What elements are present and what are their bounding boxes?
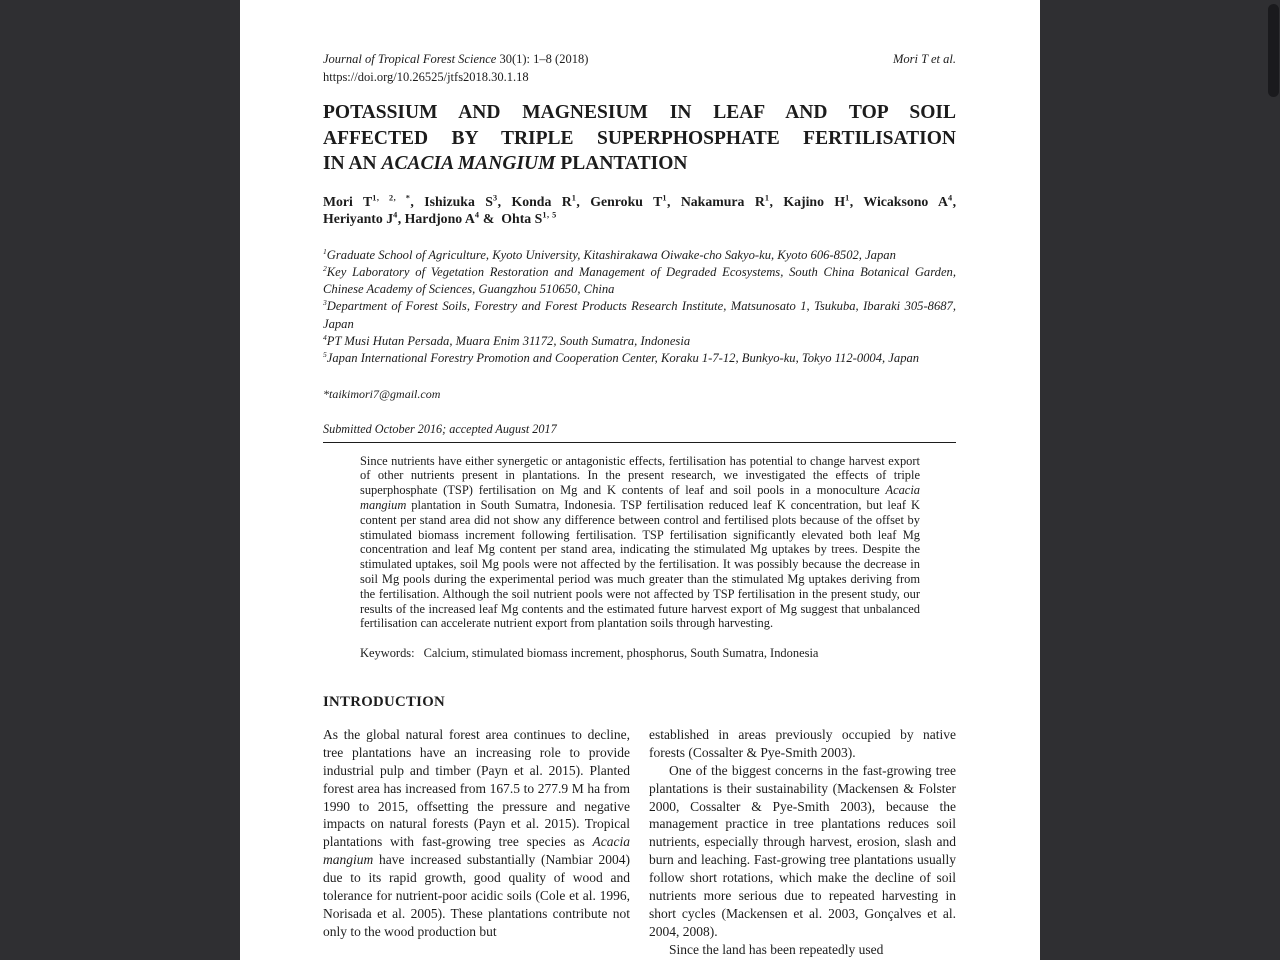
intro-paragraph-3-clipped: Since the land has been repeatedly used xyxy=(669,941,884,957)
affiliation-3-marker: 3 xyxy=(323,298,327,308)
authors-line-2: Heriyanto $J^4$, Hardjono $A^4$ & Ohta S$^{1, 5}$ xyxy=(323,210,557,226)
doi-text: https://doi.org/10.26525/jtfs2018.30.1.18 xyxy=(323,70,529,84)
column-right xyxy=(649,726,956,957)
journal-citation: Journal of Tropical Forest Science 30(1): 1–8 (2018) xyxy=(323,52,589,66)
affiliation-3 xyxy=(323,298,956,333)
two-column-body xyxy=(323,726,956,957)
affiliations xyxy=(323,247,956,368)
affiliation-4-marker: 4 xyxy=(323,332,327,342)
title-line-3: IN AN ACACIA MANGIUM PLANTATION xyxy=(323,153,688,174)
affiliation-5-marker: 5 xyxy=(323,350,327,360)
author-list xyxy=(323,193,956,228)
introduction-heading: INTRODUCTION xyxy=(323,693,445,710)
keywords-line xyxy=(360,646,920,661)
title-line-2: AFFECTED BY TRIPLE SUPERPHOSPHATE FERTILISATION xyxy=(323,127,956,149)
abstract-text: Since nutrients have either synergetic or antagonistic effects, fertilisation has potential to change harvest export of other nutrients present in plantations. In the present research, we investigated the effects of triple superphosphate (TSP) fertilisation on Mg and K contents of leaf and soil pools in a monoculture Acacia mangium plantation in South Sumatra, Indonesia. TSP fertilisation reduced leaf K concentration, but leaf K content per stand area did not show any difference between control and fertilised plots because of the offset by stimulated biomass increment following fertilisation. TSP fertilisation significantly elevated both leaf Mg concentration and leaf Mg content per stand area, indicating the stimulated Mg uptakes by trees. Despite the stimulated uptakes, soil Mg pools were not affected by the fertilisation. It was possibly because the decrease in soil Mg pools during the experimental period was much greater than the stimulated Mg uptakes deriving from the fertilisation. Although the soil nutrient pools were not affected by TSP fertilisation in the present study, our results of the increased leaf Mg contents and the estimated future harvest export of Mg suggest that unbalanced fertilisation can accelerate nutrient export from plantation soils through harvesting. xyxy=(360,453,920,631)
scrollbar-thumb[interactable] xyxy=(1268,4,1279,97)
page-content xyxy=(240,0,1040,957)
authors-line-1: Mori $T^{1, 2, *}$, Ishizuka $S^3$, Konda $R^1$, Genroku $T^1$, Nakamura $R^1$, Kajino $H^1$, Wicaksono $A^4$, xyxy=(323,192,957,209)
submission-dates: Submitted October 2016; accepted August 2017 xyxy=(323,421,557,436)
affiliation-1-marker: 1 xyxy=(323,246,327,256)
affiliation-3-text: Department of Forest Soils, Forestry and Forest Products Research Institute, Matsunosato 1, Tsukuba, Ibaraki 305-8687, Japan xyxy=(323,299,956,331)
intro-paragraph-2: One of the biggest concerns in the fast-growing tree plantations is their sustainability (Mackensen & Folster 2000, Cossalter & Pye-Smith 2003), because the management practice in tree plantations reduces soil nutrients, especially through harvest, erosion, slash and burn and leaching. Fast-growing tree plantations usually follow short rotations, which make the decline of soil nutrients more serious due to repeated harvesting in short cycles (Mackensen et al. 2003, Gonçalves et al. 2004, 2008). xyxy=(649,762,956,939)
corresponding-email: *taikimori7@gmail.com xyxy=(323,386,441,401)
affiliation-5-text: Japan International Forestry Promotion and Cooperation Center, Koraku 1-7-12, Bunkyo-ku, Tokyo 112-0004, Japan xyxy=(326,351,920,366)
intro-paragraph-1: As the global natural forest area continues to decline, tree plantations have an increasing role to provide industrial pulp and timber (Payn et al. 2015). Planted forest area has increased from 167.5 to 277.9 M ha from 1990 to 2015, offsetting the pressure and negative impacts on natural forests (Payn et al. 2015). Tropical plantations with fast-growing tree species as Acacia mangium have increased substantially (Nambiar 2004) due to its rapid growth, good quality of wood and tolerance for nutrient-poor acidic soils (Cole et al. 1996, Norisada et al. 2005). These plantations contribute not only to the wood production but xyxy=(323,726,630,939)
affiliation-2-text: Key Laboratory of Vegetation Restoration and Management of Degraded Ecosystems, South China Botanical Garden, Chinese Academy of Sciences, Guangzhou 510650, China xyxy=(323,264,956,297)
divider-rule xyxy=(323,442,956,443)
affiliation-5 xyxy=(323,350,956,367)
keywords-label: Keywords: xyxy=(360,646,415,661)
affiliation-4 xyxy=(323,333,956,350)
affiliation-4-text: PT Musi Hutan Persada, Muara Enim 31172, South Sumatra, Indonesia xyxy=(326,333,691,348)
affiliation-1 xyxy=(323,247,956,264)
affiliation-2-marker: 2 xyxy=(323,263,327,273)
running-author: Mori T et al. xyxy=(893,52,956,66)
article-title xyxy=(323,100,956,177)
title-line-1: POTASSIUM AND MAGNESIUM IN LEAF AND TOP SOIL xyxy=(323,102,956,123)
keywords-text: Calcium, stimulated biomass increment, phosphorus, South Sumatra, Indonesia xyxy=(423,646,819,661)
affiliation-1-text: Graduate School of Agriculture, Kyoto University, Kitashirakawa Oiwake-cho Sakyo-ku, Kyoto 606-8502, Japan xyxy=(326,247,896,262)
affiliation-2 xyxy=(323,264,956,299)
intro-paragraph-1-continuation: established in areas previously occupied by native forests (Cossalter & Pye-Smith 2003). xyxy=(649,726,956,760)
paper-page xyxy=(240,0,1040,960)
column-left xyxy=(323,726,630,947)
page-header xyxy=(323,52,956,67)
